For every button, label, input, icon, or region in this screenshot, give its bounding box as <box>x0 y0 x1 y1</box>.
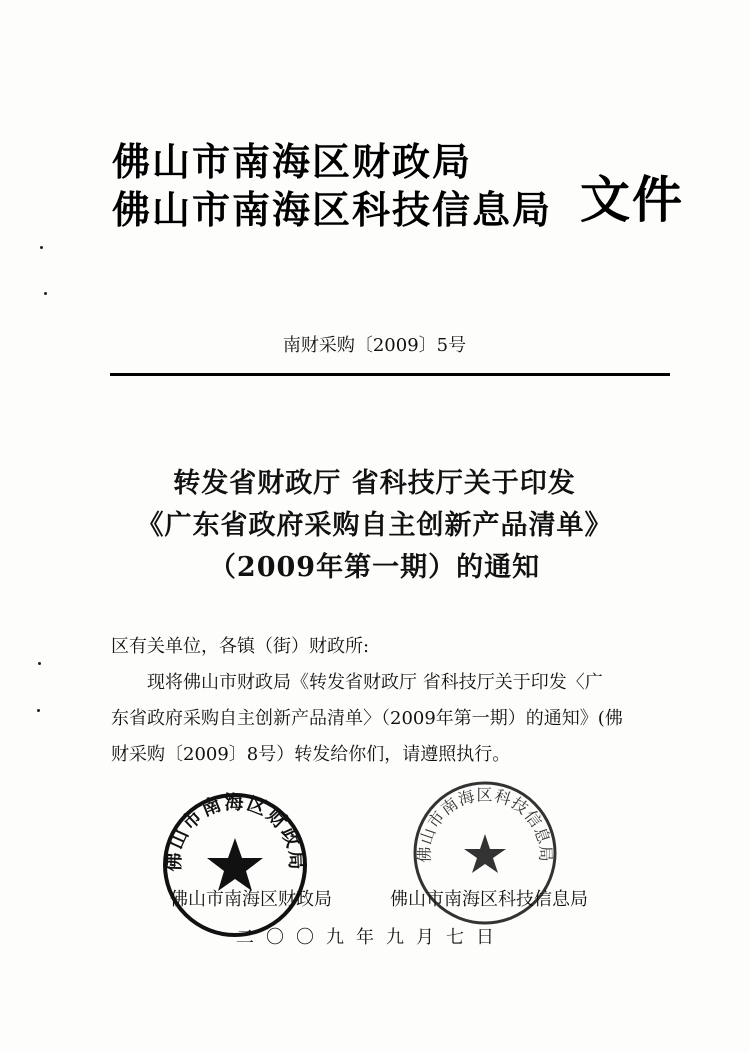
star-icon <box>207 838 263 891</box>
title-line-2: 《广东省政府采购自主创新产品清单》 <box>136 510 613 541</box>
document-title <box>0 463 749 589</box>
scan-speck <box>44 292 47 295</box>
header-divider <box>110 373 670 376</box>
seal-2-text: 佛山市南海区科技信息局 <box>414 785 556 863</box>
paragraph-line-3: 财采购〔2009〕8号）转发给你们，请遵照执行。 <box>111 744 511 765</box>
scan-speck <box>40 246 43 249</box>
seal-1-text: 佛山市南海区财政局 <box>162 791 308 872</box>
body-paragraph <box>111 665 671 773</box>
issuer-block <box>112 138 582 234</box>
issuer-tech-bureau: 佛山市南海区科技信息局 <box>112 188 553 232</box>
document-number: 南财采购〔2009〕5号 <box>282 335 467 356</box>
document-word: 文件 <box>580 171 684 229</box>
scan-speck <box>38 662 41 665</box>
document-body <box>111 629 671 773</box>
title-line-3: （2009年第一期）的通知 <box>208 552 541 583</box>
issue-date: 二〇〇九年九月七日 <box>236 927 506 948</box>
issuer-finance-bureau: 佛山市南海区财政局 <box>112 140 473 184</box>
salutation: 区有关单位，各镇（街）财政所: <box>111 636 370 657</box>
signature-tech-bureau: 佛山市南海区科技信息局 <box>390 889 588 910</box>
paragraph-line-1: 现将佛山市财政局《转发省财政厅 省科技厅关于印发〈广 <box>147 672 603 693</box>
title-line-1: 转发省财政厅 省科技厅关于印发 <box>173 468 576 499</box>
star-icon <box>464 834 506 873</box>
signature-finance-bureau: 佛山市南海区财政局 <box>170 889 332 910</box>
scan-speck <box>37 709 40 712</box>
finance-bureau-seal <box>160 790 310 940</box>
paragraph-line-2: 东省政府采购自主创新产品清单〉（2009年第一期）的通知》(佛 <box>111 708 623 729</box>
